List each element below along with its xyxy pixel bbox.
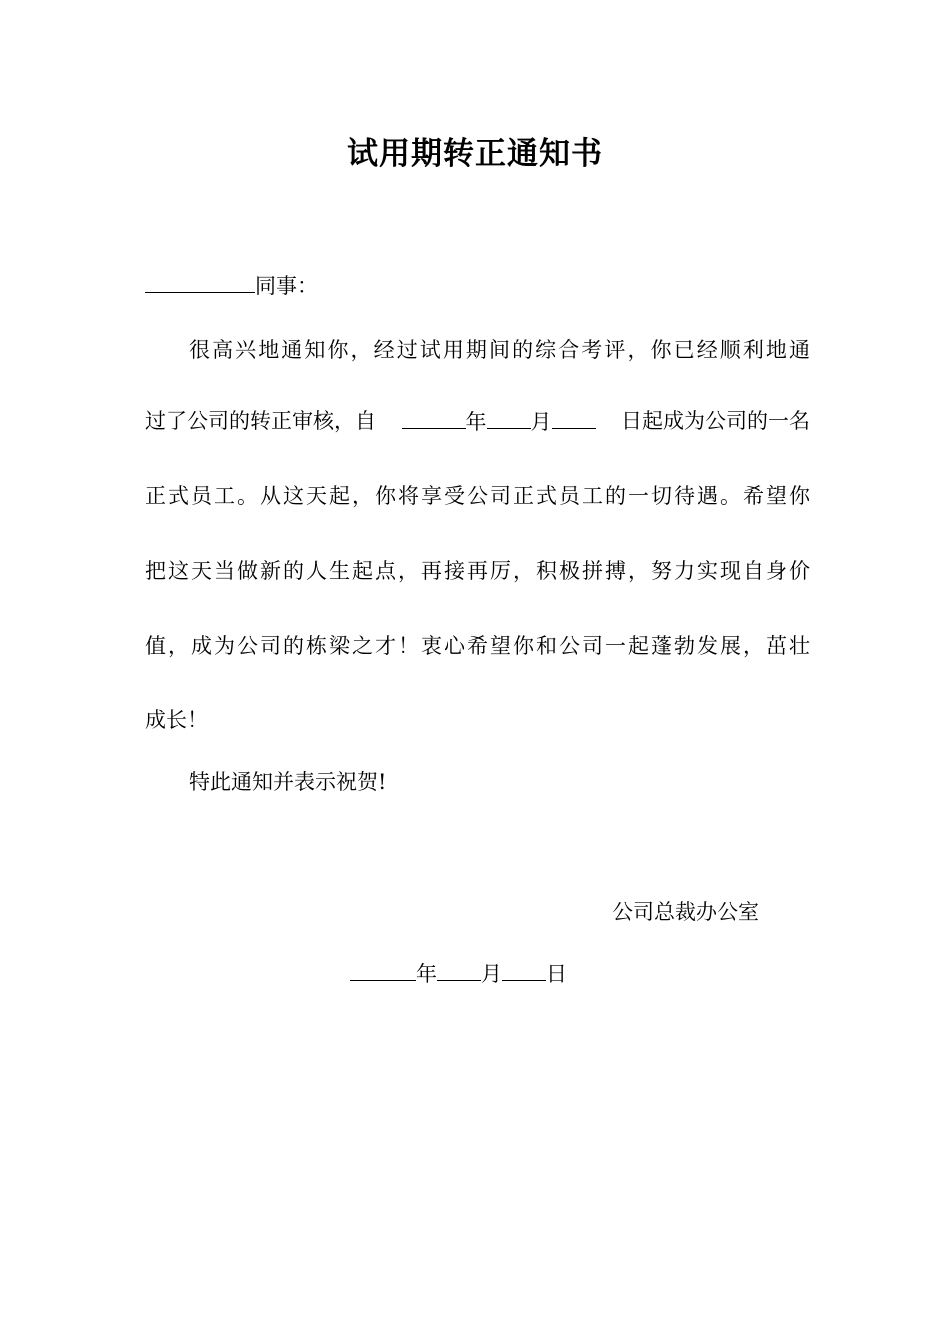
sign-day-label: 日 xyxy=(546,962,567,986)
month-label: 月 xyxy=(530,410,552,434)
sign-month-blank xyxy=(437,958,481,981)
day-blank xyxy=(552,406,596,429)
sign-year-blank xyxy=(350,958,416,981)
greeting-line xyxy=(145,270,810,301)
body-line-2 xyxy=(145,406,810,437)
date-fill-group xyxy=(402,406,596,437)
month-blank xyxy=(487,406,531,429)
sign-month-label: 月 xyxy=(481,962,502,986)
body-line-2-end: 日起成为公司的一名 xyxy=(621,409,810,433)
document-title: 试用期转正通知书 xyxy=(347,136,603,172)
body-line-1: 很高兴地通知你，经过试用期间的综合考评，你已经顺利地通 xyxy=(189,338,810,362)
body-line-5: 值，成为公司的栋梁之才！衷心希望你和公司一起蓬勃发展，茁壮 xyxy=(145,634,810,658)
body-line-4: 把这天当做新的人生起点，再接再厉，积极拼搏，努力实现自身价 xyxy=(145,559,810,583)
greeting-suffix: 同事： xyxy=(255,274,318,298)
closing-line: 特此通知并表示祝贺! xyxy=(189,770,387,794)
year-label: 年 xyxy=(465,410,487,434)
signature-date xyxy=(350,958,567,989)
body-line-6: 成长！ xyxy=(145,708,208,732)
issuer-signature: 公司总裁办公室 xyxy=(612,900,759,924)
sign-year-label: 年 xyxy=(416,962,437,986)
year-blank xyxy=(402,406,466,429)
sign-day-blank xyxy=(502,958,546,981)
name-blank xyxy=(145,270,255,293)
body-line-3: 正式员工。从这天起，你将享受公司正式员工的一切待遇。希望你 xyxy=(145,484,810,508)
body-line-2-start: 过了公司的转正审核，自 xyxy=(145,409,376,433)
